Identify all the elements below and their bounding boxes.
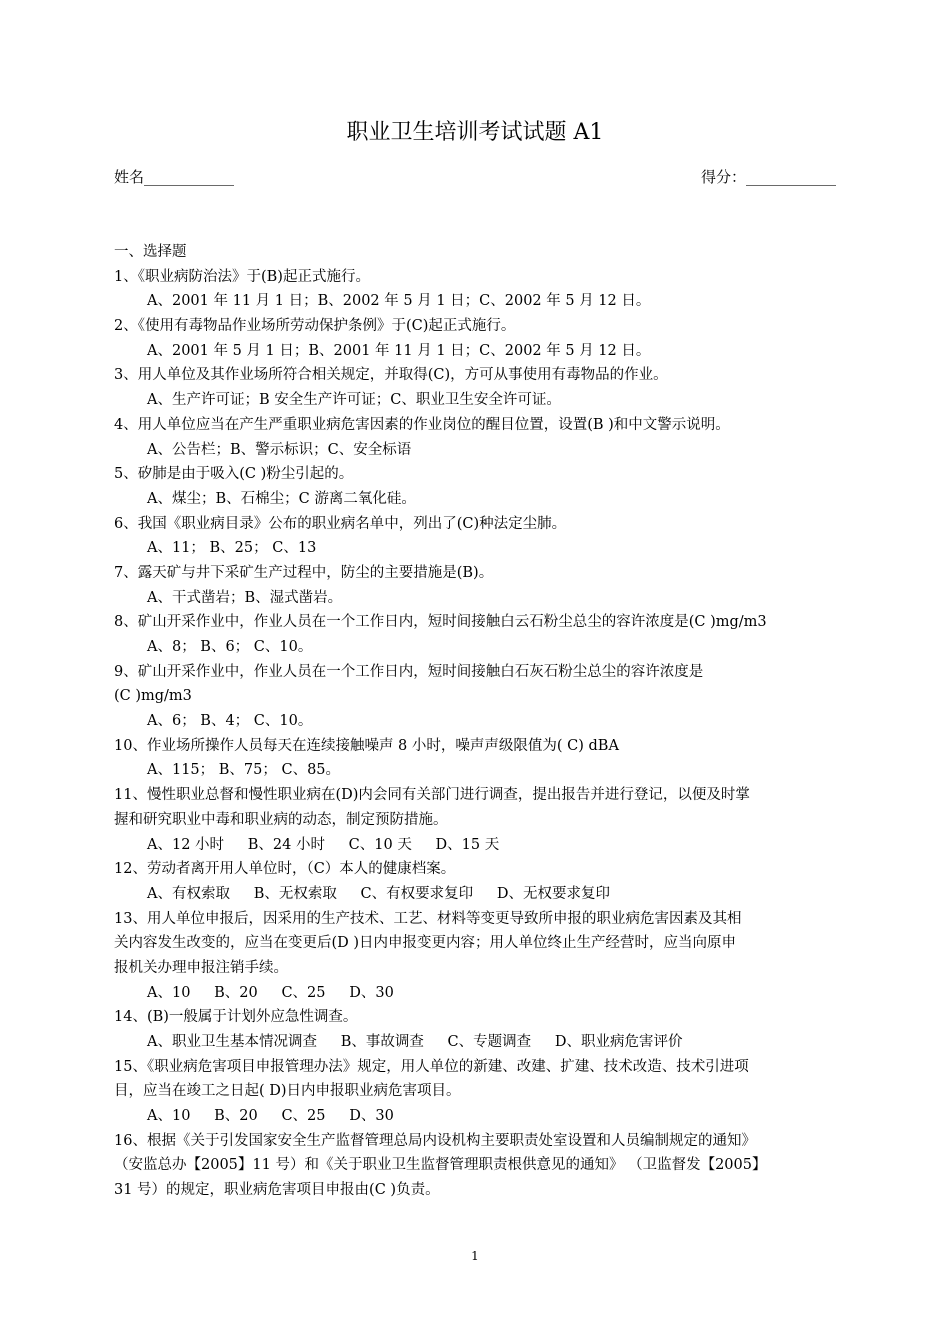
name-field-label: 姓名____________ xyxy=(114,168,235,186)
question-line: 16、根据《关于引发国家安全生产监督管理总局内设机构主要职责处室设置和人员编制规定的通知》 xyxy=(114,1132,756,1149)
answer-options-line: A、2001 年 5 月 1 日；B、2001 年 11 月 1 日；C、2002 年 5 月 12 日。 xyxy=(147,342,651,359)
answer-options-line: A、115； B、75； C、85。 xyxy=(147,762,341,779)
question-line: 31 号）的规定，职业病危害项目申报由(C )负责。 xyxy=(114,1182,440,1199)
question-line: 14、(B)一般属于计划外应急性调查。 xyxy=(114,1009,358,1026)
question-line: 1、《职业病防治法》于(B)起正式施行。 xyxy=(114,268,370,285)
header-row xyxy=(114,164,836,190)
score-field-label: 得分：____________ xyxy=(700,168,836,186)
question-line: 13、用人单位申报后，因采用的生产技术、工艺、材料等变更导致所申报的职业病危害因素及其相 xyxy=(114,910,742,927)
question-line: （安监总办【2005】11 号）和《关于职业卫生监督管理职责根供意见的通知》 （卫监督发【2005】 xyxy=(114,1157,767,1174)
question-line: 9、矿山开采作业中，作业人员在一个工作日内，短时间接触白石灰石粉尘总尘的容许浓度是 xyxy=(114,663,704,680)
question-line: 6、我国《职业病目录》公布的职业病名单中，列出了(C)种法定尘肺。 xyxy=(114,515,567,532)
question-line: (C )mg/m3 xyxy=(114,688,192,705)
question-line: 5、矽肺是由于吸入(C )粉尘引起的。 xyxy=(114,466,354,483)
question-line: 15、《职业病危害项目申报管理办法》规定，用人单位的新建、改建、扩建、技术改造、技术引进项 xyxy=(114,1058,749,1075)
question-line: 4、用人单位应当在产生严重职业病危害因素的作业岗位的醒目位置，设置(B )和中文警示说明。 xyxy=(114,416,730,433)
answer-options-line: A、职业卫生基本情况调查 B、事故调查 C、专题调查 D、职业病危害评价 xyxy=(147,1034,683,1050)
question-line: 11、慢性职业总督和慢性职业病在(D)内会同有关部门进行调查，提出报告并进行登记，以便及时掌 xyxy=(114,787,750,804)
answer-options-line: A、公告栏；B、警示标识；C、安全标语 xyxy=(147,441,412,458)
document-title: 职业卫生培训考试试题 A1 xyxy=(346,120,604,145)
answer-options-line: A、10 B、20 C、25 D、30 xyxy=(147,1108,394,1125)
question-line: 12、劳动者离开用人单位时，（C）本人的健康档案。 xyxy=(114,861,456,878)
question-line: 报机关办理申报注销手续。 xyxy=(114,959,288,976)
question-line: 3、用人单位及其作业场所符合相关规定，并取得(C)，方可从事使用有毒物品的作业。 xyxy=(114,367,668,384)
answer-options-line: A、干式凿岩；B、湿式凿岩。 xyxy=(147,589,343,606)
answer-options-line: A、煤尘；B、石棉尘；C 游离二氧化硅。 xyxy=(147,490,416,507)
question-line: 7、露天矿与井下采矿生产过程中，防尘的主要措施是(B)。 xyxy=(114,564,494,581)
question-line: 一、选择题 xyxy=(114,244,187,260)
question-line: 握和研究职业中毒和职业病的动态，制定预防措施。 xyxy=(114,811,448,828)
answer-options-line: A、8； B、6； C、10。 xyxy=(147,639,313,655)
question-line: 关内容发生改变的，应当在变更后(D )日内申报变更内容；用人单位终止生产经营时，应当向原申 xyxy=(114,935,737,952)
answer-options-line: A、有权索取 B、无权索取 C、有权要求复印 D、无权要求复印 xyxy=(147,885,610,902)
question-line: 8、矿山开采作业中，作业人员在一个工作日内，短时间接触白云石粉尘总尘的容许浓度是(C )mg/m3 xyxy=(114,614,767,631)
question-line: 2、《使用有毒物品作业场所劳动保护条例》于(C)起正式施行。 xyxy=(114,318,516,335)
question-list xyxy=(114,240,838,1203)
answer-options-line: A、6； B、4； C、10。 xyxy=(147,713,313,730)
answer-options-line: A、12 小时 B、24 小时 C、10 天 D、15 天 xyxy=(147,836,500,853)
answer-options-line: A、2001 年 11 月 1 日；B、2002 年 5 月 1 日；C、2002 年 5 月 12 日。 xyxy=(147,293,651,310)
answer-options-line: A、10 B、20 C、25 D、30 xyxy=(147,984,394,1001)
question-line: 10、作业场所操作人员每天在连续接触噪声 8 小时，噪声声级限值为( C) dBA xyxy=(114,737,619,754)
answer-options-line: A、11； B、25； C、13 xyxy=(147,540,317,557)
answer-options-line: A、生产许可证；B 安全生产许可证；C、职业卫生安全许可证。 xyxy=(147,392,561,409)
page-number: 1 xyxy=(471,1249,479,1263)
question-line: 目，应当在竣工之日起( D)日内申报职业病危害项目。 xyxy=(114,1083,461,1100)
